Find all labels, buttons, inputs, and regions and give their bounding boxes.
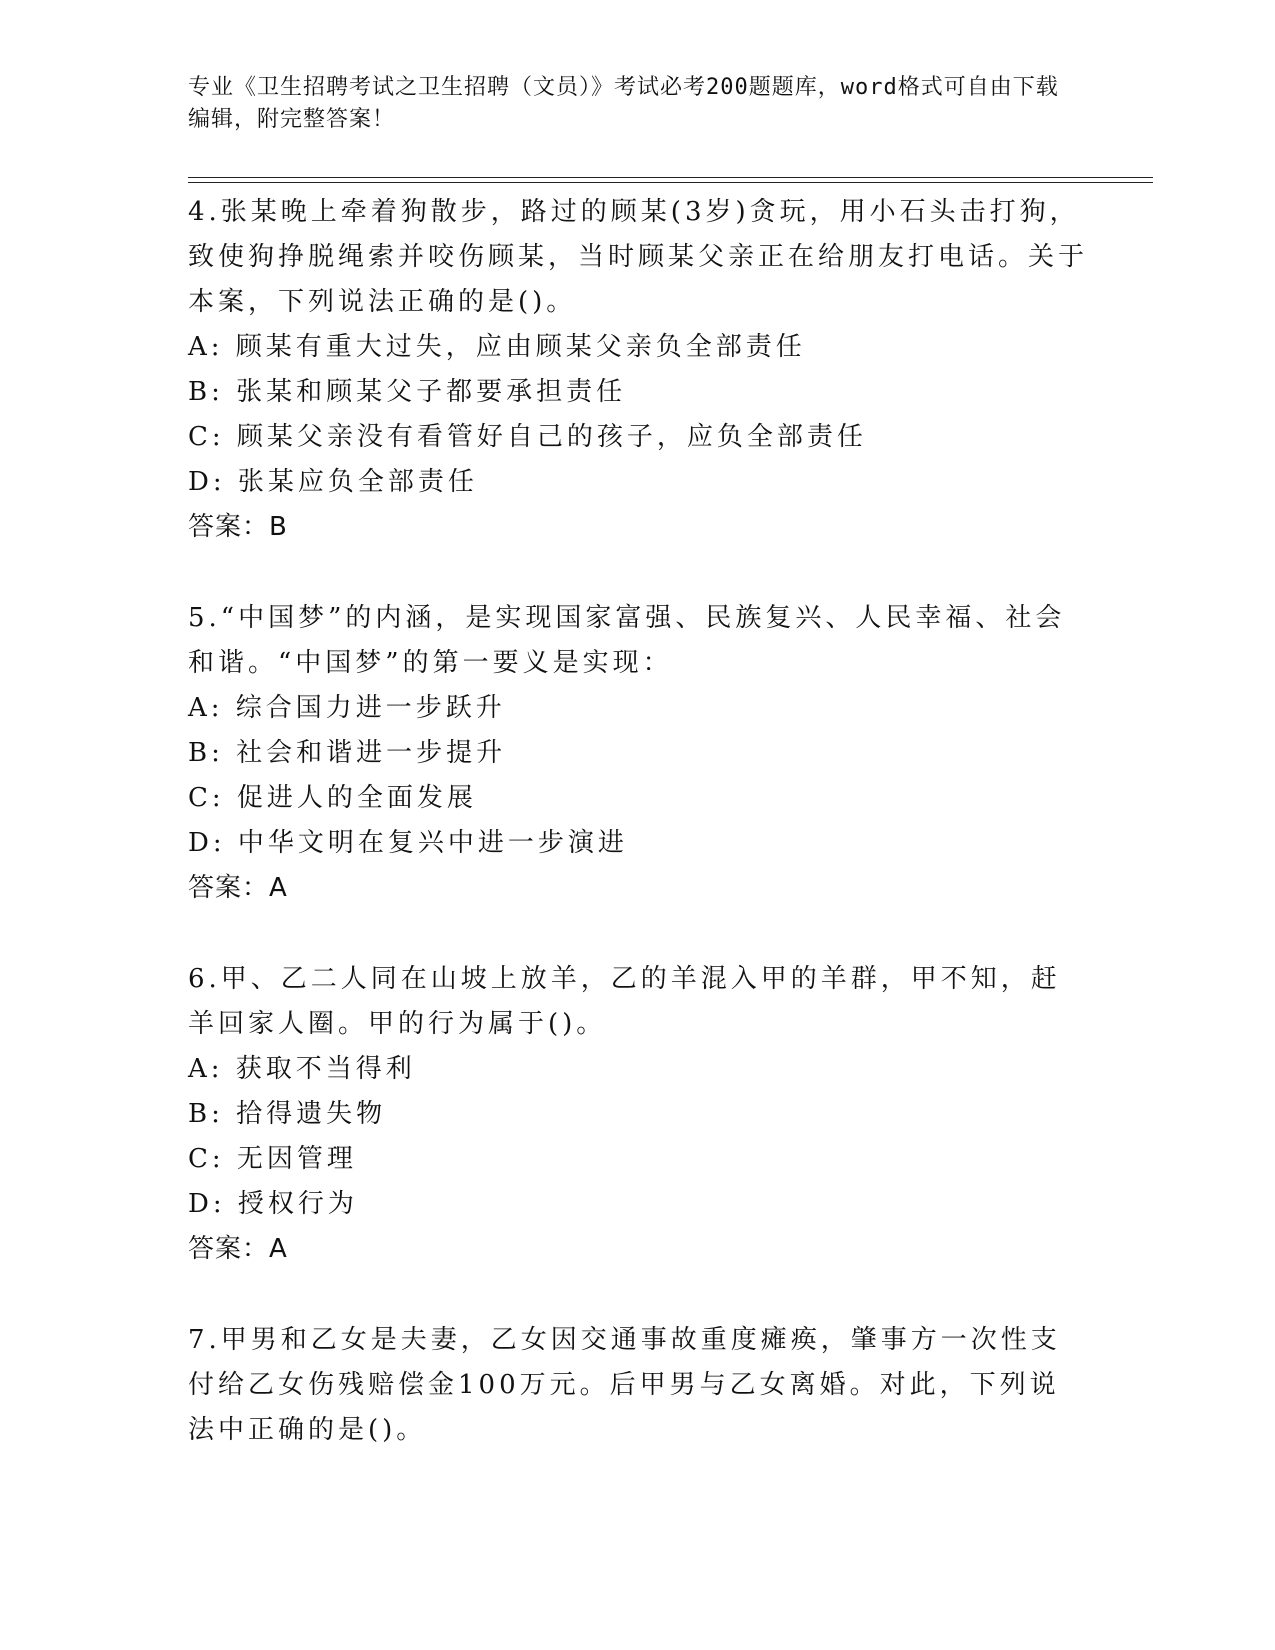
- option-d: D: 张某应负全部责任: [188, 467, 478, 497]
- option-d: D: 授权行为: [188, 1189, 358, 1219]
- option-c: C: 顾某父亲没有看管好自己的孩子，应负全部责任: [188, 422, 867, 452]
- option-b: B: 社会和谐进一步提升: [188, 738, 507, 768]
- question-stem: 6.甲、乙二人同在山坡上放羊，乙的羊混入甲的羊群，甲不知，赶羊回家人圈。甲的行为属于()。: [188, 964, 1061, 1039]
- header-rule-top: [188, 177, 1153, 178]
- question-4: [188, 190, 1088, 550]
- option-b: B: 张某和顾某父子都要承担责任: [188, 377, 627, 407]
- question-7: [188, 1318, 1088, 1453]
- question-6: [188, 957, 1088, 1272]
- question-stem: 7.甲男和乙女是夫妻，乙女因交通事故重度瘫痪，肇事方一次性支付给乙女伤残赔偿金100万元。后甲男与乙女离婚。对此，下列说法中正确的是()。: [188, 1325, 1061, 1445]
- option-a: A: 获取不当得利: [188, 1054, 416, 1084]
- option-a: A: 综合国力进一步跃升: [188, 693, 506, 723]
- document-header: 专业《卫生招聘考试之卫生招聘（文员）》考试必考200题题库，word格式可自由下载编辑，附完整答案！: [188, 75, 1059, 132]
- question-stem: 5.“中国梦”的内涵，是实现国家富强、民族复兴、人民幸福、社会和谐。“中国梦”的第一要义是实现：: [188, 603, 1066, 678]
- option-b: B: 拾得遗失物: [188, 1099, 387, 1129]
- question-5: [188, 596, 1088, 911]
- question-stem: 4.张某晚上牵着狗散步，路过的顾某(3岁)贪玩，用小石头击打狗，致使狗挣脱绳索并咬伤顾某，当时顾某父亲正在给朋友打电话。关于本案，下列说法正确的是()。: [188, 197, 1089, 317]
- header-rule-bottom: [188, 182, 1153, 183]
- answer: 答案：B: [188, 512, 288, 542]
- option-a: A: 顾某有重大过失，应由顾某父亲负全部责任: [188, 332, 806, 362]
- answer: 答案：A: [188, 1234, 288, 1264]
- option-c: C: 无因管理: [188, 1144, 357, 1174]
- option-d: D: 中华文明在复兴中进一步演进: [188, 828, 628, 858]
- option-c: C: 促进人的全面发展: [188, 783, 477, 813]
- answer: 答案：A: [188, 873, 288, 903]
- question-list: [188, 190, 1088, 1499]
